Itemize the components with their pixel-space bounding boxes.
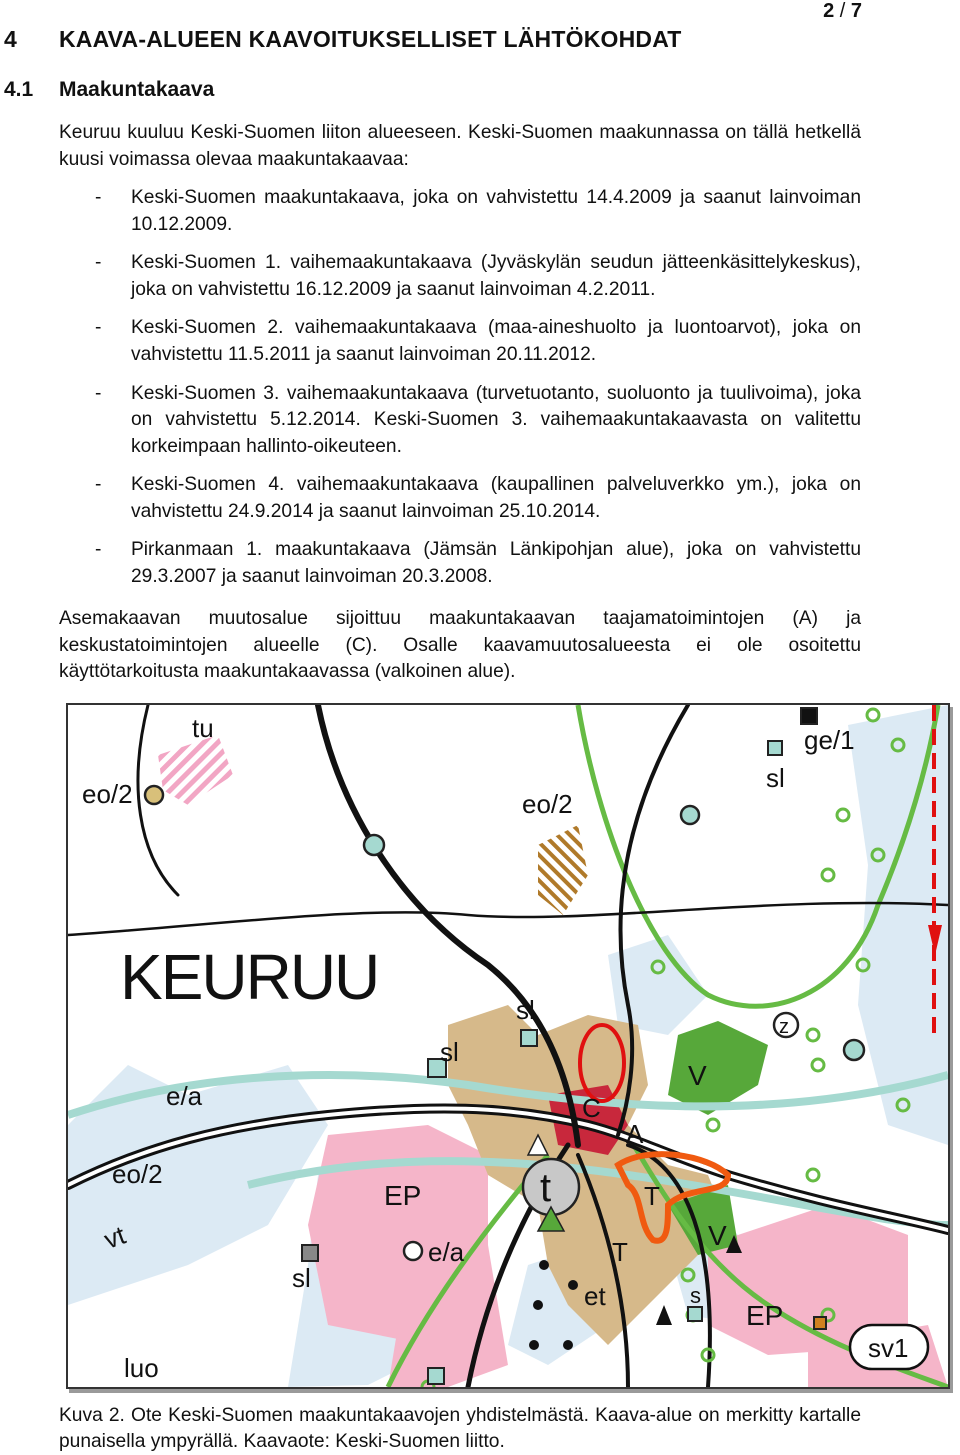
map-label: ge/1 — [804, 725, 855, 755]
list-item: - Pirkanmaan 1. maakuntakaava (Jämsän Länkipohjan alue), joka on vahvistettu 29.3.2007 ja saanut lainvoiman 20.3.2008. — [95, 539, 861, 587]
map-label: sl — [766, 763, 785, 793]
map-label: V — [708, 1220, 727, 1251]
map-label: EP — [746, 1300, 784, 1331]
list-item: - Keski-Suomen 4. vaihemaakuntakaava (kaupallinen palveluverkko ym.), joka on vahvistettu 24.9.2014 ja saanut lainvoiman 25.10.2014. — [95, 474, 861, 522]
map-label: s — [690, 1283, 701, 1308]
subsection-title: Maakuntakaava — [59, 78, 215, 101]
list-item: - Keski-Suomen 1. vaihemaakuntakaava (Jyväskylän seudun jätteenkäsittelykeskus), joka on vahvistettu 16.12.2009 ja saanut lainvoiman 4.2.2011. — [95, 252, 861, 300]
subsection-number: 4.1 — [4, 78, 34, 101]
plan-list — [95, 185, 861, 603]
map-label: C — [582, 1093, 601, 1123]
map-label: T — [612, 1237, 628, 1267]
green-zone-top — [668, 1021, 768, 1115]
regional-plan-map — [66, 703, 950, 1389]
map-label: eo/2 — [82, 779, 133, 809]
map-label: T — [644, 1181, 660, 1211]
map-label: sl — [292, 1263, 311, 1293]
hatched-area-eo2 — [538, 825, 588, 915]
map-town-name: KEURUU — [120, 941, 379, 1013]
section-title: KAAVA-ALUEEN KAAVOITUKSELLISET LÄHTÖKOHDAT — [59, 26, 682, 52]
subsection-heading — [4, 78, 214, 102]
map-label: eo/2 — [112, 1159, 163, 1189]
map-label: sv1 — [868, 1333, 909, 1363]
map-label: sl — [440, 1037, 459, 1067]
map-label: tu — [192, 713, 214, 743]
map-label: A — [626, 1119, 644, 1149]
map-label: z — [779, 1016, 789, 1038]
section-number: 4 — [4, 26, 17, 52]
map-label: sl — [516, 995, 535, 1025]
figure-caption: Kuva 2. Ote Keski-Suomen maakuntakaavojen yhdistelmästä. Kaava-alue on merkitty kartalle punaisella ympyrällä. Kaavaote: Keski-Suomen liitto. — [59, 1405, 861, 1452]
map-label: eo/2 — [522, 789, 573, 819]
page-number: 2 / 7 — [823, 0, 862, 22]
list-item: - Keski-Suomen 2. vaihemaakuntakaava (maa-aineshuolto ja luontoarvot), joka on vahvistettu 11.5.2011 ja saanut lainvoiman 20.11.2012. — [95, 317, 861, 365]
hatched-area-tu — [158, 735, 233, 805]
list-item: - Keski-Suomen 3. vaihemaakuntakaava (turvetuotanto, suoluonto ja tuulivoima), joka on vahvistettu 5.12.2014. Keski-Suomen 3. vaihemaakuntakaavasta on valitettu korkeimpaan hallinto-oikeuteen. — [95, 382, 861, 457]
intro-paragraph: Keuruu kuuluu Keski-Suomen liiton alueeseen. Keski-Suomen maakunnassa on tällä hetkellä kuusi voimassa olevaa maakuntakaavaa: — [59, 122, 861, 170]
summary-paragraph: Asemakaavan muutosalue sijoittuu maakuntakaavan taajamatoimintojen (A) ja keskustatoimintojen alueelle (C). Osalle kaavamuutosalueesta ei ole osoitettu käyttötarkoitusta maakuntakaavassa (valkoinen alue). — [59, 608, 861, 682]
map-label: luo — [124, 1353, 159, 1383]
sv1-badge — [850, 1325, 928, 1369]
map-label: et — [584, 1281, 606, 1311]
map-label: e/a — [428, 1237, 465, 1267]
list-item: - Keski-Suomen maakuntakaava, joka on vahvistettu 14.4.2009 ja saanut lainvoiman 10.12.2009. — [95, 187, 861, 235]
section-heading — [4, 26, 682, 53]
map-label: EP — [384, 1180, 422, 1211]
map-label: t — [540, 1166, 552, 1210]
map-label: V — [688, 1060, 707, 1091]
map-label: e/a — [166, 1081, 203, 1111]
map-label: vt — [100, 1219, 130, 1255]
